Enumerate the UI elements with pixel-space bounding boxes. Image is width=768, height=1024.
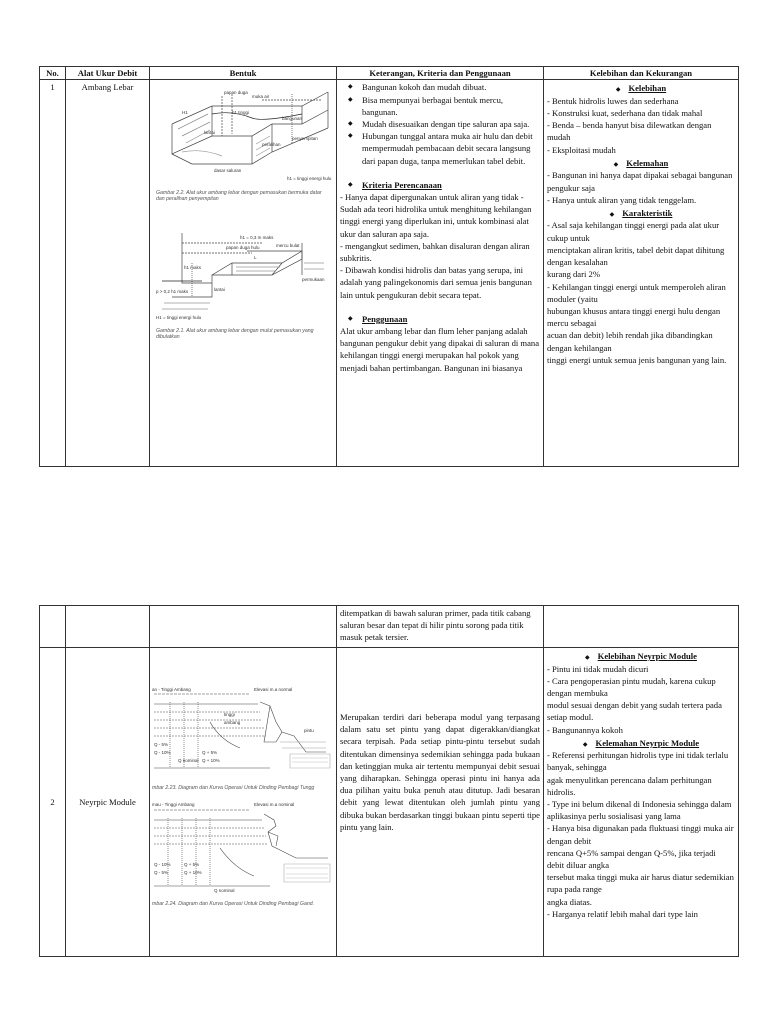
svg-text:pintu: pintu: [304, 728, 314, 733]
kriteria-heading: Kriteria Perencanaan: [362, 179, 442, 190]
figure-1-caption: Gambar 2.2. Alat ukur ambang lebar dengan pemasukan bermuka datar dan peralihan penyempitan: [156, 189, 322, 203]
neyrpic-figure-2: [150, 796, 336, 898]
text-line: - Eksploitasi mudah: [547, 144, 616, 155]
section-heading: [547, 737, 735, 750]
list-item: ◆ Bangunan kokoh dan mudah dibuat.: [362, 81, 540, 93]
section-heading: [340, 313, 540, 325]
pros-cons-cell: [544, 80, 739, 467]
description-cell: [337, 606, 544, 648]
svg-text:ambang: ambang: [224, 720, 241, 725]
text-line: - Dibawah kondisi hidrolis dan batas yang serupa, ini adalah yang palingekonomis dari semua jenis bangunan lain untuk pengukuran debit secara tepat.: [340, 265, 532, 300]
empty-cell: [150, 606, 337, 648]
neyrpic-figure-1: [150, 682, 336, 782]
text-line: - Benda – benda hanyut bisa dilewatkan dengan mudah: [547, 120, 712, 143]
table-row: [40, 648, 739, 957]
svg-text:Q nominal: Q nominal: [178, 758, 199, 763]
text-line: - Hanya dapat dipergunakan untuk aliran yang tidak - Sudah ada teori hidrolika untuk menghitung kehilangan tinggi energi yang diperlukan ini, untuk kombinasi alat ukur dan saluran apa saja.: [340, 191, 532, 239]
svg-text:lantai: lantai: [214, 286, 225, 292]
main-table: [39, 66, 739, 467]
svg-text:mau - Tinggi Ambang: mau - Tinggi Ambang: [152, 801, 195, 807]
text-line: - Hanya bisa digunakan pada fluktuasi tinggi muka air dengan debit: [547, 823, 734, 846]
table-header-row: [40, 67, 739, 80]
pros-cons-cell: [544, 648, 739, 957]
svg-text:Q + 10%: Q + 10%: [184, 869, 202, 875]
section-heading: [547, 650, 735, 663]
svg-text:Q nominal: Q nominal: [214, 887, 235, 893]
svg-text:Elevasi m.a normal: Elevasi m.a normal: [254, 687, 293, 692]
svg-text:lantai: lantai: [204, 130, 215, 136]
section-heading: [547, 207, 735, 220]
section-heading: [340, 179, 540, 191]
penggunaan-text: Alat ukur ambang lebar dan flum leher panjang adalah bangunan pengukur debit yang dipakai di saluran di mana kehilangan tinggi energi merupakan hal pokok yang menjadi bahan pertimbangan. Bangunan ini biasanya: [340, 325, 540, 373]
svg-text:L: L: [254, 254, 257, 260]
svg-text:dasar saluran: dasar saluran: [214, 168, 242, 174]
text-line: - Kehilangan tinggi energi untuk memperoleh aliran moduler (yaitu: [547, 281, 726, 304]
shape-cell: [150, 80, 337, 467]
svg-text:h1 maks: h1 maks: [184, 264, 202, 270]
text-line: - mengangkut sedimen, bahkan disaluran dengan aliran subkritis.: [340, 240, 530, 263]
text-line: - Bangunannya kokoh: [547, 724, 623, 735]
text-line: - Bentuk hidrolis luwes dan sederhana: [547, 95, 679, 106]
text-line: acuan dan debit) lebih rendah jika dibandingkan dengan kehilangan: [547, 330, 713, 353]
svg-text:h1 = 0,3 m maks: h1 = 0,3 m maks: [240, 234, 274, 240]
device-name: [66, 648, 150, 957]
empty-cell: [66, 606, 150, 648]
description-text: Merupakan terdiri dari beberapa modul yang terpasang dalam satu set pintu yang dapat digerakkan/diangkat secara terpisah. Pada setiap pintu-pintu tersebut sudah ditentukan dimensinya sedemikian sehingga pada bukaan dan ketinggian muka air tertentu mempunyai debit sesuai yang diharapkan. Sehingga operasi pintu ini hanya ada dua pilihan yaitu buka penuh atau ditutup. Jadi besaran debit yang lewat ditentukan oleh jumlah pintu yang dibuka bukan berdasarkan tinggi bukaan pintu seperti tipe pintu yang lain.: [340, 712, 540, 832]
svg-text:H1 = tinggi energi hulu: H1 = tinggi energi hulu: [156, 314, 202, 320]
section-heading: [547, 157, 735, 170]
svg-text:Q + 10%: Q + 10%: [202, 758, 220, 763]
header-no: No.: [40, 67, 66, 80]
figure-2-caption: Gambar 2.1. Alat ukur ambang lebar dengan mulut pemasukan yang dibulatkan: [156, 327, 314, 341]
svg-text:penyempitan: penyempitan: [292, 136, 318, 142]
text-line: modul sesuai dengan debit yang sudah tertera pada setiap modul.: [547, 700, 722, 723]
karakteristik-heading: Karakteristik: [622, 207, 673, 218]
text-line: menciptakan aliran kritis, tabel debit dapat dihitung dengan kesalahan: [547, 244, 725, 268]
row-number-text: 2: [50, 796, 55, 807]
table-row: [40, 606, 739, 648]
kelebihan-heading: Kelebihan: [628, 83, 667, 94]
svg-text:papan duga: papan duga: [224, 90, 248, 96]
text-line: tinggi energi untuk semua jenis bangunan yang lain.: [547, 354, 727, 365]
svg-text:bangunan: bangunan: [282, 116, 303, 122]
svg-text:Q - 10%: Q - 10%: [154, 861, 171, 867]
header-alat-ukur: Alat Ukur Debit: [66, 67, 150, 80]
svg-text:p > 0,2 h1 maks: p > 0,2 h1 maks: [156, 288, 189, 294]
device-name: Ambang Lebar: [66, 80, 150, 467]
row-number: 1: [40, 80, 66, 467]
text-line: kurang dari 2%: [547, 269, 600, 280]
text-line: rencana Q+5% sampai dengan Q-5%, jika terjadi debit diluar angka: [547, 847, 716, 871]
list-item: ◆ Hubungan tunggal antara muka air hulu dan debit mempermudah pembacaan debit secara langsung dari papan duga, tanpa memerlukan tabel debit.: [362, 130, 540, 167]
figure-1-caption: mbar 2.23. Diagram dan Kurva Operasi Untuk Dinding Pembagi Tungg: [152, 785, 315, 792]
text-line: - Asal saja kehilangan tinggi energi pada alat ukur cukup untuk: [547, 220, 720, 243]
text-line: - Hanya untuk aliran yang tidak tenggelam.: [547, 194, 697, 205]
svg-text:Q - 5%: Q - 5%: [154, 869, 169, 875]
text-line: - Harganya relatif lebih mahal dari type lain: [547, 908, 698, 919]
header-keterangan: Keterangan, Kriteria dan Penggunaan: [337, 67, 544, 80]
text-line: tersebut maka tinggi muka air harus diatur sedemikian rupa pada range: [547, 872, 734, 895]
list-item: ◆ Bisa mempunyai berbagai bentuk mercu, bangunan.: [362, 94, 540, 118]
svg-text:Q + 5%: Q + 5%: [184, 861, 200, 867]
svg-text:peralihan: peralihan: [262, 142, 281, 148]
list-item: ◆ Mudah disesuaikan dengan tipe saluran apa saja.: [362, 118, 540, 130]
svg-text:Q - 5%: Q - 5%: [154, 742, 169, 747]
text-line: - Konstruksi kuat, sederhana dan tidak mahal: [547, 108, 703, 119]
svg-text:H1: H1: [182, 110, 188, 116]
ambang-lebar-figure-2: [152, 223, 332, 323]
penggunaan-heading: Penggunaan: [362, 313, 408, 324]
svg-text:h1 tinggi: h1 tinggi: [232, 110, 250, 116]
svg-text:Elevasi m.a nominal: Elevasi m.a nominal: [254, 801, 295, 807]
empty-cell: [40, 606, 66, 648]
advantages-bullet-list: [340, 81, 540, 166]
figure-2-caption: mbar 2.24. Diagram dan Kurva Operasi Untuk Dinding Pembagi Gand.: [152, 900, 315, 907]
text-line: agak menyulitkan perencana dalam perhitungan hidrolis.: [547, 774, 712, 797]
table-row: [40, 80, 739, 467]
shape-cell: [150, 648, 337, 957]
continued-text: ditempatkan di bawah saluran primer, pada titik cabang saluran besar dan tepat di hilir pintu sorong pada titik masuk petak tersier.: [340, 608, 531, 643]
text-line: - Bangunan ini hanya dapat dipakai sebagai bangunan pengukur saja: [547, 170, 733, 193]
svg-text:muka air: muka air: [252, 94, 270, 100]
empty-cell: [544, 606, 739, 648]
svg-text:Q - 10%: Q - 10%: [154, 750, 171, 755]
kelemahan-heading: Kelemahan Neyrpic Module: [595, 737, 700, 748]
svg-text:an - Tinggi Ambang: an - Tinggi Ambang: [152, 687, 191, 692]
kelebihan-heading: Kelebihan Neyrpic Module: [597, 651, 697, 661]
kelemahan-heading: Kelemahan: [626, 157, 669, 168]
svg-text:tinggi: tinggi: [224, 712, 235, 717]
main-table-continued: [39, 605, 739, 957]
text-line: - Pintu ini tidak mudah dicuri: [547, 663, 649, 674]
text-line: angka diatas.: [547, 896, 592, 907]
section-heading: [547, 82, 735, 95]
svg-text:Q + 5%: Q + 5%: [202, 750, 218, 755]
text-line: - Cara pengoperasian pintu mudah, karena cukup dengan membuka: [547, 675, 716, 698]
text-line: - Referensi perhitungan hidrolis type ini tidak terlalu banyak, sehingga: [547, 750, 729, 773]
svg-text:permukaan: permukaan: [302, 276, 325, 282]
ambang-lebar-figure-1: [152, 84, 332, 184]
svg-text:papan duga hulu: papan duga hulu: [226, 244, 260, 250]
description-cell: [337, 648, 544, 957]
svg-text:mercu bulat: mercu bulat: [276, 242, 300, 248]
svg-text:h1 = tinggi energi hulu: h1 = tinggi energi hulu: [287, 176, 332, 182]
description-cell: [337, 80, 544, 467]
row-number: [40, 648, 66, 957]
text-line: hubungan khusus antara tinggi energi hulu dengan mercu sebagai: [547, 305, 721, 329]
text-line: - Type ini belum dikenal di Indonesia sehingga dalam aplikasinya perlu sosialisasi yang lama: [547, 799, 732, 822]
device-name-text: Neyrpic Module: [79, 796, 136, 807]
header-kelebihan: Kelebihan dan Kekurangan: [544, 67, 739, 80]
header-bentuk: Bentuk: [150, 67, 337, 80]
